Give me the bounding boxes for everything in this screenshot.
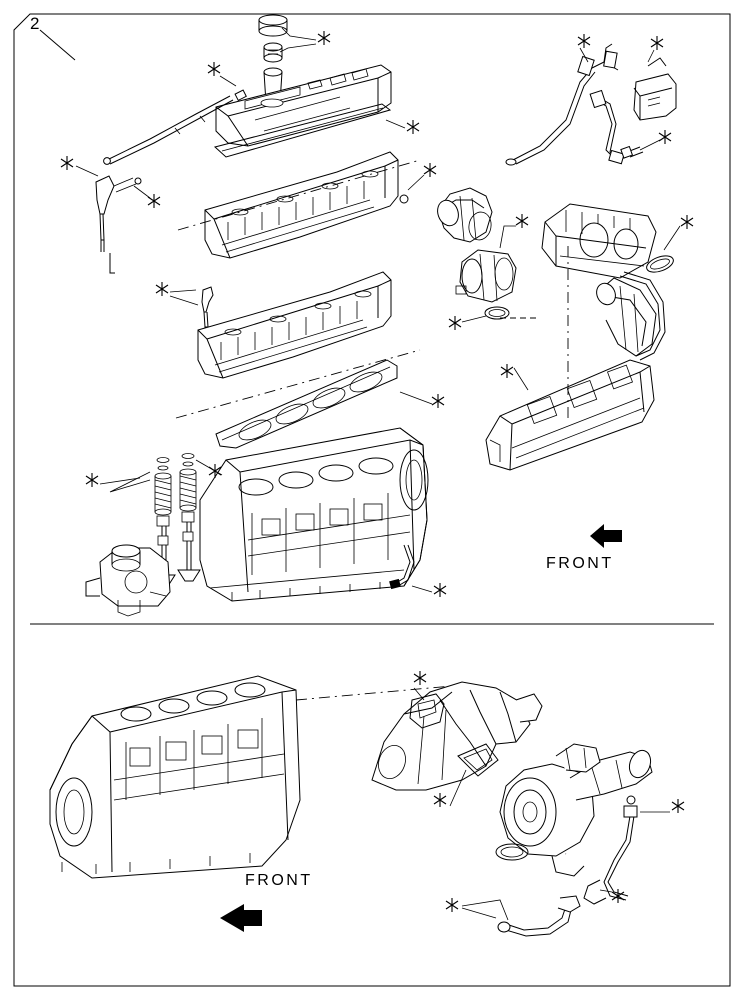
upper-panel-artwork: [76, 15, 680, 616]
exhaust-manifold-lower: [372, 682, 542, 790]
front-label-bottom: FRONT: [245, 872, 313, 889]
intake-manifold: [542, 204, 656, 278]
front-arrow-top: [590, 524, 622, 548]
turbo-oil-return-pipe: [498, 896, 580, 936]
front-label-top: FRONT: [546, 555, 614, 572]
page-number: 2: [30, 14, 40, 33]
cylinder-block-lower: [50, 676, 300, 878]
wiring-harness-group: [506, 44, 676, 165]
intake-throttle-body: [456, 250, 516, 302]
intake-duct-hose: [434, 188, 493, 242]
injector-assembly: [96, 176, 141, 273]
water-pump: [86, 545, 170, 616]
cylinder-head-cover: [216, 65, 391, 146]
cylinder-block: [200, 428, 428, 601]
lower-panel-artwork: [50, 676, 670, 936]
exhaust-manifold-right: [593, 278, 656, 356]
intake-manifold-flange: [486, 360, 654, 470]
valve-collar-stack: [157, 454, 194, 546]
cylinder-head-assembly-lower: [198, 272, 391, 378]
front-arrow-bottom: [220, 904, 262, 932]
valve-spring-2: [178, 469, 200, 581]
cylinder-head-assembly-upper: [205, 152, 408, 258]
